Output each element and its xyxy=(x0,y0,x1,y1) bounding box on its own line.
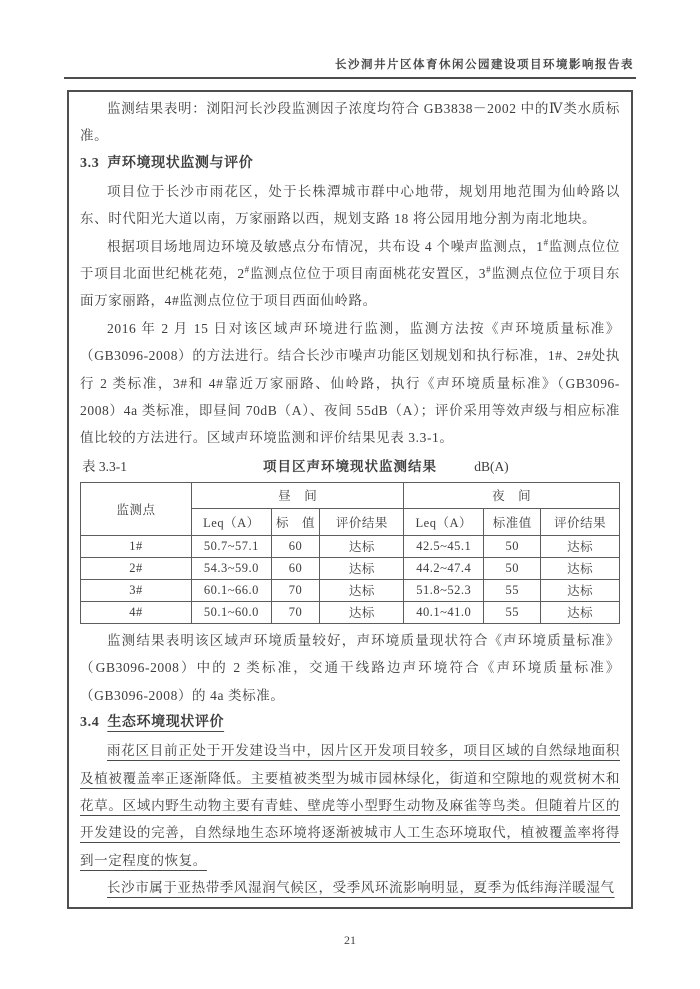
paragraph-ecology-status xyxy=(80,737,620,874)
cell-night-result: 达标 xyxy=(541,601,620,623)
table-row xyxy=(81,601,620,623)
cell-day-result: 达标 xyxy=(320,557,404,579)
cell-day-result: 达标 xyxy=(320,535,404,557)
cell-point: 2# xyxy=(81,557,192,579)
col-header-monitor-point: 监测点 xyxy=(81,482,192,535)
paragraph-project-location: 项目位于长沙市雨花区，处于长株潭城市群中心地带，规划用地范围为仙岭路以东、时代阳光大道以南，万家丽路以西，规划支路 18 将公园用地分割为南北地块。 xyxy=(80,183,620,227)
table-caption xyxy=(80,453,620,480)
page-number: 21 xyxy=(344,932,356,947)
monitor-points-seg3: 监测点位位于项目南面桃花安置区，3 xyxy=(249,266,487,282)
col-header-night-result: 评价结果 xyxy=(541,508,620,535)
hash-superscript-1: # xyxy=(543,237,549,248)
monitor-points-seg2: 监测点位位于项目北面世纪桃花苑，2 xyxy=(80,238,620,282)
col-header-daytime: 昼 间 xyxy=(192,482,404,508)
col-header-night-leq: Leq（A） xyxy=(404,508,484,535)
table-row xyxy=(81,535,620,557)
cell-point: 1# xyxy=(81,535,192,557)
cell-night-result: 达标 xyxy=(541,557,620,579)
cell-night-leq: 42.5~45.1 xyxy=(404,535,484,557)
section-title: 生态环境现状评价 xyxy=(107,715,225,731)
col-header-day-leq: Leq（A） xyxy=(192,508,272,535)
paragraph-climate xyxy=(80,874,620,901)
cell-day-std: 70 xyxy=(271,601,320,623)
col-header-night-standard: 标准值 xyxy=(484,508,541,535)
table-row xyxy=(81,557,620,579)
table-row xyxy=(81,579,620,601)
monitor-points-seg1: 根据项目场地周边环境及敏感点分布情况，共布设 4 个噪声监测点，1 xyxy=(107,238,544,254)
report-header-title: 长沙洞井片区体育休闲公园建设项目环境影响报告表 xyxy=(335,59,634,71)
section-heading-3-3 xyxy=(80,150,620,178)
hash-superscript-3: # xyxy=(486,264,492,275)
cell-night-std: 55 xyxy=(484,601,541,623)
table-caption-label: 表 3.3-1 xyxy=(82,458,127,474)
section-number: 3.4 xyxy=(80,715,100,731)
cell-night-result: 达标 xyxy=(541,535,620,557)
cell-day-result: 达标 xyxy=(320,579,404,601)
header-divider-rule xyxy=(64,77,636,79)
cell-day-result: 达标 xyxy=(320,601,404,623)
col-header-nighttime: 夜 间 xyxy=(404,482,620,508)
cell-point: 3# xyxy=(81,579,192,601)
cell-night-result: 达标 xyxy=(541,579,620,601)
table-caption-unit: dB(A) xyxy=(474,458,509,474)
climate-text: 长沙市属于亚热带季风湿润气候区，受季风环流影响明显，夏季为低纬海洋暖湿气 xyxy=(107,880,615,896)
paragraph-water-quality-conclusion: 监测结果表明：浏阳河长沙段监测因子浓度均符合 GB3838－2002 中的Ⅳ类水质标准。 xyxy=(80,101,620,144)
table-caption-title: 项目区声环境现状监测结果 xyxy=(263,458,437,474)
table-header-row-1 xyxy=(81,482,620,508)
section-number: 3.3 xyxy=(80,155,100,171)
cell-night-std: 50 xyxy=(484,557,541,579)
paragraph-monitor-points xyxy=(80,233,620,315)
cell-night-std: 50 xyxy=(484,535,541,557)
cell-night-std: 55 xyxy=(484,579,541,601)
monitor-points-seg4: 监测点位位于项目东面万家丽路，4#监测点位位于项目西面仙岭路。 xyxy=(80,266,620,309)
ecology-status-text: 雨花区目前正处于开发建设当中，因片区开发项目较多，项目区域的自然绿地面积及植被覆盖率正逐渐降低。主要植被类型为城市园林绿化，街道和空隙地的观赏树木和花草。区域内野生动物主要有青蛙、壁虎等小型野生动物及麻雀等鸟类。但随着片区的开发建设的完善，自然绿地生态环境将逐渐被城市人工生态环境取代，植被覆盖率将得到一定程度的恢复。 xyxy=(80,743,620,868)
content-border-box xyxy=(67,90,633,909)
noise-monitoring-table xyxy=(80,482,620,624)
cell-point: 4# xyxy=(81,601,192,623)
cell-night-leq: 40.1~41.0 xyxy=(404,601,484,623)
cell-day-leq: 60.1~66.0 xyxy=(192,579,272,601)
section-heading-3-4 xyxy=(80,709,620,737)
cell-day-leq: 50.1~60.0 xyxy=(192,601,272,623)
cell-night-leq: 44.2~47.4 xyxy=(404,557,484,579)
cell-day-leq: 54.3~59.0 xyxy=(192,557,272,579)
section-title: 声环境现状监测与评价 xyxy=(107,155,254,171)
running-header xyxy=(66,56,634,72)
cell-day-leq: 50.7~57.1 xyxy=(192,535,272,557)
cell-night-leq: 51.8~52.3 xyxy=(404,579,484,601)
paragraph-monitoring-method: 2016 年 2 月 15 日对该区域声环境进行监测，监测方法按《声环境质量标准》（GB3096-2008）的方法进行。结合长沙市噪声功能区划规划和执行标准，1#、2#处执行 2 类标准，3#和 4#靠近万家丽路、仙岭路，执行《声环境质量标准》（GB3096-2008）4a 类标准，即昼间 70dB（A）、夜间 55dB（A）；评价采用等效声级与相应标准值比较的方法进行。区域声环境监测和评价结果见表 3.3-1。 xyxy=(80,320,620,446)
col-header-day-standard: 标 值 xyxy=(271,508,320,535)
paragraph-noise-conclusion: 监测结果表明该区域声环境质量较好，声环境质量现状符合《声环境质量标准》（GB3096-2008）中的 2 类标准，交通干线路边声环境符合《声环境质量标准》（GB3096-2008）的 4a 类标准。 xyxy=(80,632,620,703)
cell-day-std: 60 xyxy=(271,557,320,579)
cell-day-std: 70 xyxy=(271,579,320,601)
hash-superscript-2: # xyxy=(244,264,250,275)
col-header-day-result: 评价结果 xyxy=(320,508,404,535)
cell-day-std: 60 xyxy=(271,535,320,557)
